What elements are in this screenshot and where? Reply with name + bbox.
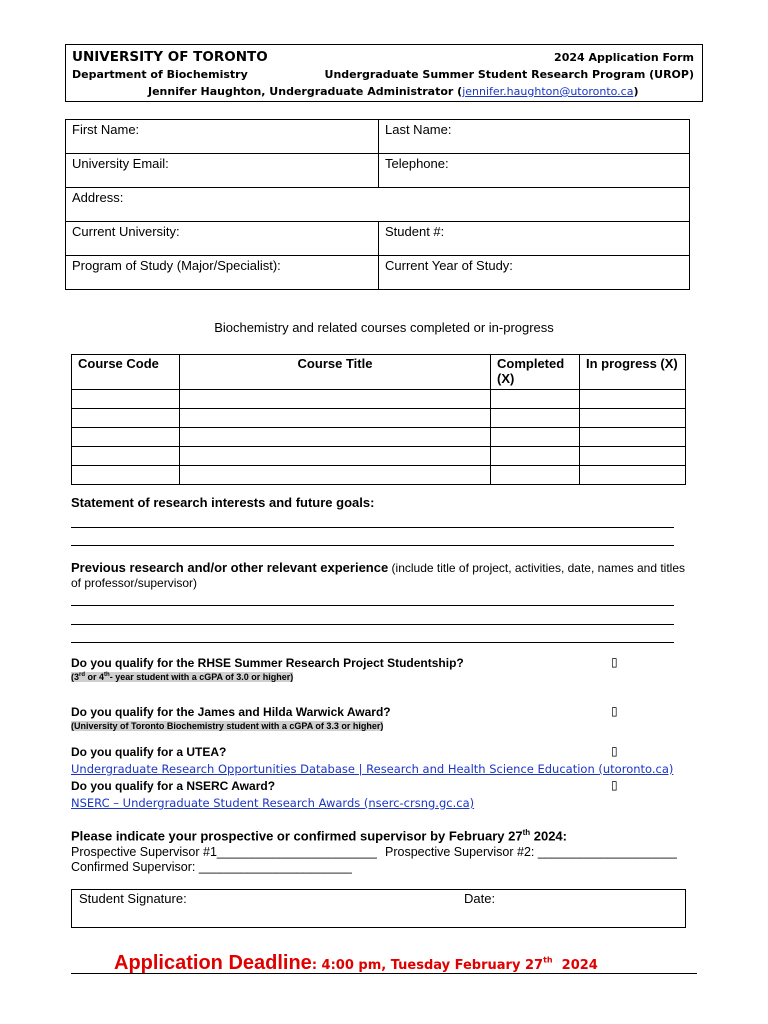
- department-name: Department of Biochemistry: [72, 68, 248, 81]
- deadline-year: 2024: [552, 958, 598, 973]
- signature-box: [71, 889, 686, 928]
- table-cell[interactable]: [72, 447, 180, 466]
- table-cell[interactable]: [72, 428, 180, 447]
- table-cell[interactable]: [491, 466, 580, 485]
- warwick-question: Do you qualify for the James and Hilda Warwick Award?: [71, 705, 391, 719]
- statement-line-2[interactable]: [71, 545, 674, 546]
- nserc-question: Do you qualify for a NSERC Award?: [71, 779, 276, 793]
- deadline-line: [114, 952, 598, 975]
- deadline-sup: th: [543, 955, 553, 965]
- table-cell[interactable]: [580, 428, 686, 447]
- year-of-study-field[interactable]: Current Year of Study:: [379, 256, 690, 290]
- university-name: UNIVERSITY OF TORONTO: [72, 49, 268, 65]
- col-in-progress: In progress (X): [580, 355, 686, 390]
- experience-line-2[interactable]: [71, 624, 674, 625]
- nserc-link[interactable]: NSERC – Undergraduate Student Research Awards (nserc-crsng.gc.ca): [71, 796, 475, 810]
- prospective-supervisor-1[interactable]: Prospective Supervisor #1_______________________: [71, 845, 377, 859]
- table-row[interactable]: [72, 466, 686, 485]
- rhse-note: (3rd or 4th- year student with a cGPA of 3.0 or higher): [71, 672, 294, 682]
- admin-line: [148, 85, 639, 98]
- address-field[interactable]: Address:: [66, 188, 690, 222]
- utea-question: Do you qualify for a UTEA?: [71, 745, 227, 759]
- utea-checkbox[interactable]: ▯: [611, 744, 618, 758]
- experience-line-3[interactable]: [71, 642, 674, 643]
- table-cell[interactable]: [580, 466, 686, 485]
- utea-link[interactable]: Undergraduate Research Opportunities Database | Research and Health Science Education (utoronto.ca): [71, 762, 674, 776]
- table-cell[interactable]: [180, 409, 491, 428]
- form-year: 2024 Application Form: [554, 51, 694, 64]
- email-field[interactable]: University Email:: [66, 154, 379, 188]
- rhse-question: Do you qualify for the RHSE Summer Research Project Studentship?: [71, 656, 464, 670]
- statement-line-1[interactable]: [71, 527, 674, 528]
- statement-label: Statement of research interests and future goals:: [71, 495, 375, 510]
- deadline-detail: : 4:00 pm, Tuesday February 27: [311, 958, 544, 973]
- table-cell[interactable]: [180, 428, 491, 447]
- table-cell[interactable]: [580, 447, 686, 466]
- student-number-field[interactable]: Student #:: [379, 222, 690, 256]
- table-cell[interactable]: [72, 466, 180, 485]
- table-cell[interactable]: [180, 447, 491, 466]
- table-row[interactable]: [72, 409, 686, 428]
- courses-header-row: [72, 355, 686, 390]
- rhse-checkbox[interactable]: ▯: [611, 655, 618, 669]
- program-name: Undergraduate Summer Student Research Program (UROP): [324, 68, 694, 81]
- experience-line-1[interactable]: [71, 605, 674, 606]
- table-row[interactable]: [72, 447, 686, 466]
- current-university-field[interactable]: Current University:: [66, 222, 379, 256]
- last-name-field[interactable]: Last Name:: [379, 120, 690, 154]
- table-cell[interactable]: [491, 447, 580, 466]
- admin-name: Jennifer Haughton, Undergraduate Administrator (: [148, 85, 463, 98]
- col-course-code: Course Code: [72, 355, 180, 390]
- experience-note: (include title of project, activities, date, names and titles of professor/supervisor): [71, 561, 686, 590]
- student-signature-field[interactable]: Student Signature:: [79, 891, 187, 906]
- warwick-note: (University of Toronto Biochemistry student with a cGPA of 3.3 or higher): [71, 721, 384, 731]
- col-course-title: Course Title: [180, 355, 491, 390]
- header-box: [65, 44, 703, 102]
- courses-table: [71, 354, 686, 485]
- table-cell[interactable]: [491, 390, 580, 409]
- prospective-supervisor-2[interactable]: Prospective Supervisor #2: ____________________: [385, 845, 677, 859]
- date-field[interactable]: Date:: [464, 891, 496, 906]
- telephone-field[interactable]: Telephone:: [379, 154, 690, 188]
- deadline-label: Application Deadline: [114, 952, 312, 974]
- experience-label: Previous research and/or other relevant experience: [71, 560, 389, 575]
- warwick-checkbox[interactable]: ▯: [611, 704, 618, 718]
- table-cell[interactable]: [580, 390, 686, 409]
- nserc-checkbox[interactable]: ▯: [611, 778, 618, 792]
- confirmed-supervisor[interactable]: Confirmed Supervisor: ______________________: [71, 860, 352, 874]
- applicant-info-table: [65, 119, 690, 290]
- courses-caption: Biochemistry and related courses completed or in-progress: [214, 320, 554, 335]
- table-row[interactable]: [72, 428, 686, 447]
- first-name-field[interactable]: First Name:: [66, 120, 379, 154]
- table-row[interactable]: [72, 390, 686, 409]
- experience-label-block: [71, 560, 696, 591]
- table-cell[interactable]: [180, 466, 491, 485]
- table-cell[interactable]: [580, 409, 686, 428]
- table-cell[interactable]: [180, 390, 491, 409]
- col-completed: Completed (X): [491, 355, 580, 390]
- admin-close: ): [633, 85, 639, 98]
- program-of-study-field[interactable]: Program of Study (Major/Specialist):: [66, 256, 379, 290]
- table-cell[interactable]: [72, 390, 180, 409]
- admin-email-link[interactable]: jennifer.haughton@utoronto.ca: [462, 85, 634, 98]
- table-cell[interactable]: [491, 409, 580, 428]
- table-cell[interactable]: [491, 428, 580, 447]
- table-cell[interactable]: [72, 409, 180, 428]
- supervisor-title: Please indicate your prospective or confirmed supervisor by February 27th 2024:: [71, 828, 567, 844]
